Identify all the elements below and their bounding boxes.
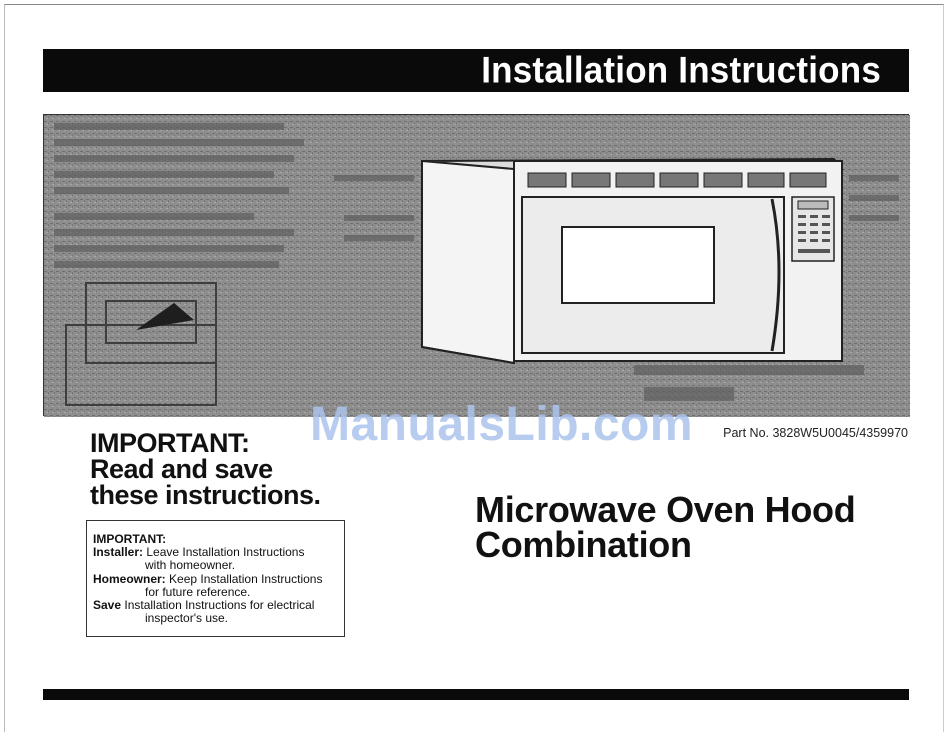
product-title bbox=[475, 489, 856, 565]
installer-label: Installer: bbox=[93, 545, 144, 560]
product-title-line-2: Combination bbox=[475, 524, 692, 565]
important-notice-box bbox=[86, 520, 345, 637]
homeowner-label: Homeowner: bbox=[93, 571, 166, 586]
product-title-line-1: Microwave Oven Hood bbox=[475, 489, 856, 530]
homeowner-text-1: Keep Installation Instructions bbox=[169, 571, 323, 586]
installer-text-2: with homeowner. bbox=[145, 558, 236, 573]
important-line-2: Read and save bbox=[90, 454, 273, 484]
title-banner bbox=[43, 49, 909, 92]
notice-title: IMPORTANT: bbox=[93, 532, 167, 546]
important-heading bbox=[90, 430, 321, 508]
watermark-text: ManualsLib.com bbox=[310, 398, 694, 451]
microwave-illustration bbox=[44, 115, 910, 417]
bottom-rule bbox=[43, 689, 909, 700]
homeowner-text-2: for future reference. bbox=[145, 584, 251, 599]
save-text-2: inspector's use. bbox=[145, 611, 228, 626]
save-text-1: Installation Instructions for electrical bbox=[124, 598, 315, 613]
installer-text-1: Leave Installation Instructions bbox=[146, 545, 305, 560]
save-label: Save bbox=[93, 598, 122, 613]
page-title: Installation Instructions bbox=[481, 50, 881, 91]
part-number: Part No. 3828W5U0045/4359970 bbox=[723, 426, 908, 440]
important-line-3: these instructions. bbox=[90, 480, 321, 510]
important-line-1: IMPORTANT: bbox=[90, 428, 250, 458]
homeowner-row bbox=[93, 573, 344, 586]
